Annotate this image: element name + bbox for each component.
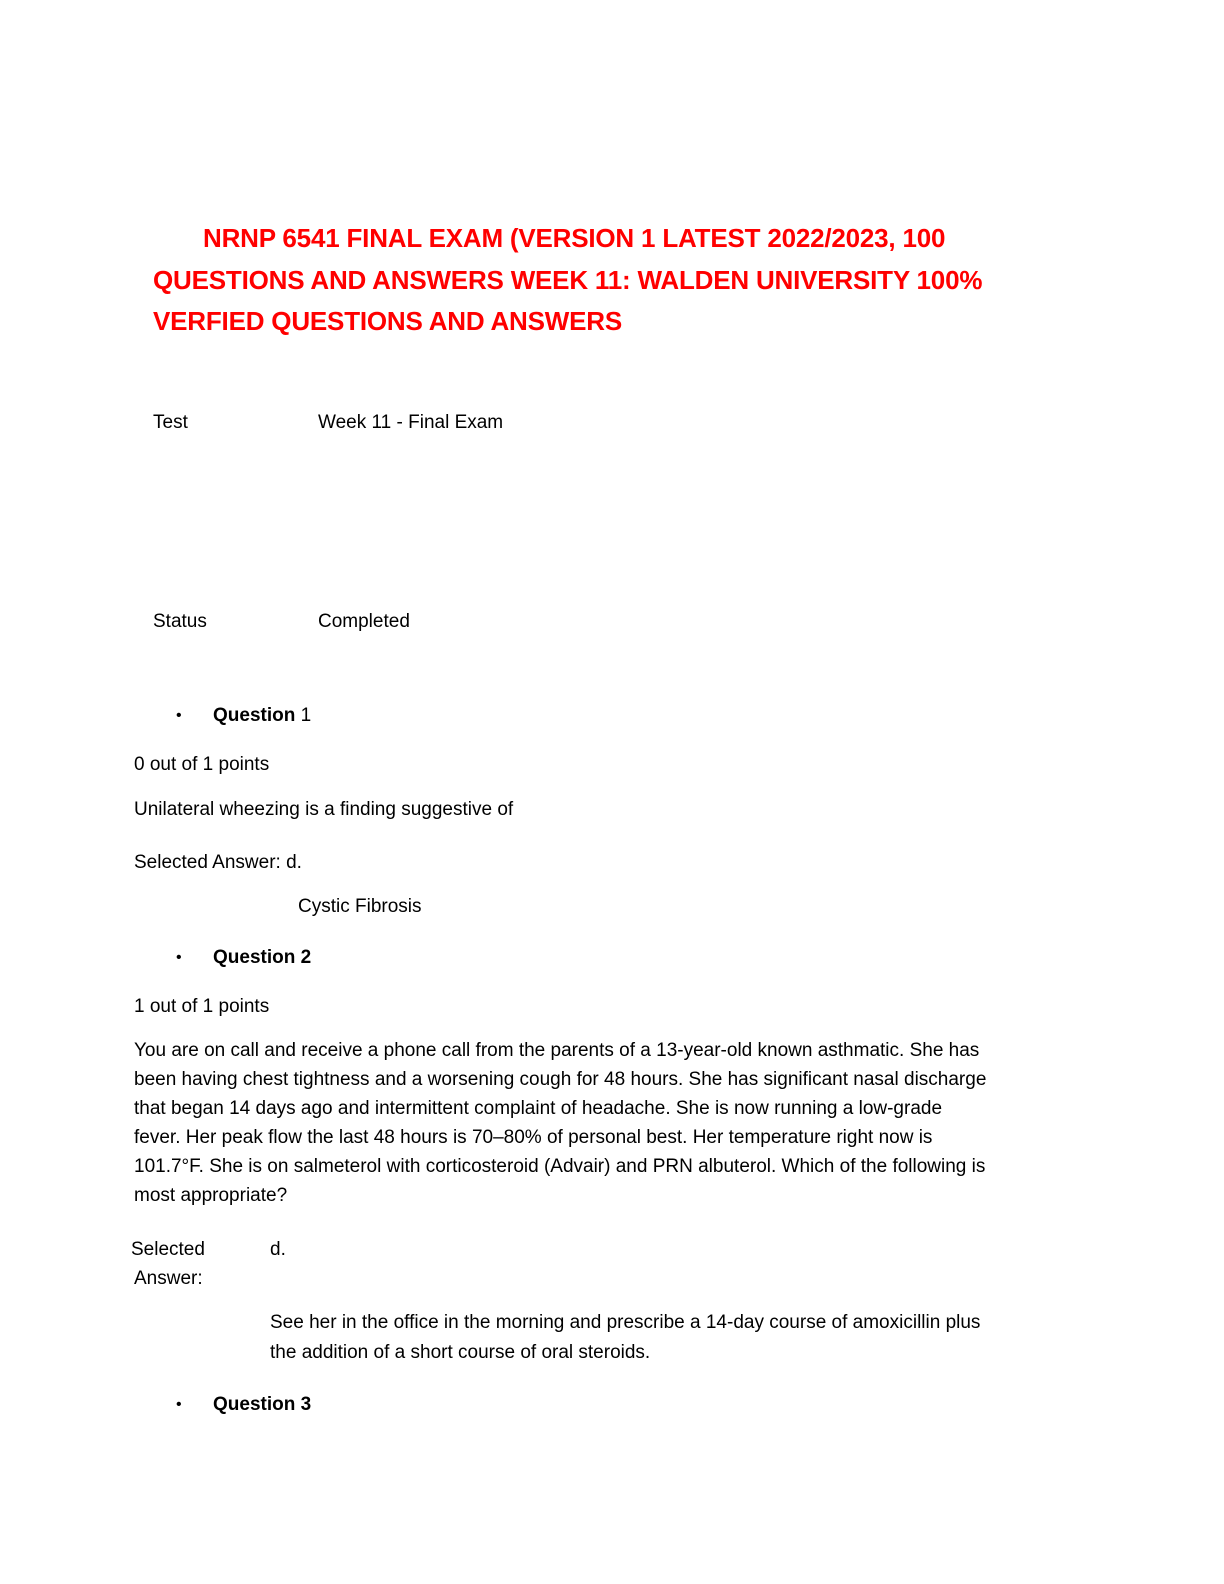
- question-1-prompt: Unilateral wheezing is a finding suggestive of: [134, 799, 514, 820]
- test-value: Week 11 - Final Exam: [318, 412, 504, 433]
- question-2-prompt-line: been having chest tightness and a worsening cough for 48 hours. She has significant nasal discharge: [134, 1069, 987, 1090]
- title-line-2: QUESTIONS AND ANSWERS WEEK 11: WALDEN UNIVERSITY 100%: [153, 265, 983, 295]
- title-line-3: VERFIED QUESTIONS AND ANSWERS: [153, 306, 622, 336]
- question-2-prompt-line: 101.7°F. She is on salmeterol with corticosteroid (Advair) and PRN albuterol. Which of the following is: [134, 1156, 986, 1177]
- status-value: Completed: [318, 611, 410, 632]
- question-2-points: 1 out of 1 points: [134, 996, 270, 1017]
- question-1-number: 1: [300, 705, 312, 726]
- bullet-icon: •: [176, 707, 182, 724]
- question-3-heading: [213, 1394, 311, 1416]
- question-2-prompt-line: that began 14 days ago and intermittent complaint of headache. She is now running a low-grade: [134, 1098, 943, 1119]
- question-1-answer: Cystic Fibrosis: [298, 896, 422, 917]
- question-2-heading: [213, 947, 311, 969]
- question-2-answer-line: the addition of a short course of oral steroids.: [270, 1342, 651, 1363]
- question-2-label: Question 2: [213, 947, 312, 968]
- question-1-selected-label: Selected Answer: d.: [134, 852, 302, 873]
- question-1-points: 0 out of 1 points: [134, 754, 270, 775]
- question-3-label: Question 3: [213, 1394, 312, 1415]
- bullet-icon: •: [176, 949, 182, 966]
- title-line-1: NRNP 6541 FINAL EXAM (VERSION 1 LATEST 2022/2023, 100: [203, 223, 946, 253]
- question-2-selected-label: Selected: [131, 1239, 205, 1260]
- question-2-selected-letter: d.: [270, 1239, 286, 1260]
- question-1-heading: [213, 705, 311, 727]
- status-label: Status: [153, 611, 207, 632]
- question-2-prompt-line: You are on call and receive a phone call from the parents of a 13-year-old known asthmatic. She has: [134, 1040, 980, 1061]
- question-1-label: Question: [213, 705, 296, 726]
- question-2-prompt-line: fever. Her peak flow the last 48 hours is 70–80% of personal best. Her temperature right now is: [134, 1127, 933, 1148]
- test-label: Test: [153, 412, 188, 433]
- question-2-selected-label: Answer:: [134, 1268, 203, 1289]
- bullet-icon: •: [176, 1396, 182, 1413]
- question-2-prompt-line: most appropriate?: [134, 1185, 288, 1206]
- question-2-answer-line: See her in the office in the morning and prescribe a 14-day course of amoxicillin plus: [270, 1312, 981, 1333]
